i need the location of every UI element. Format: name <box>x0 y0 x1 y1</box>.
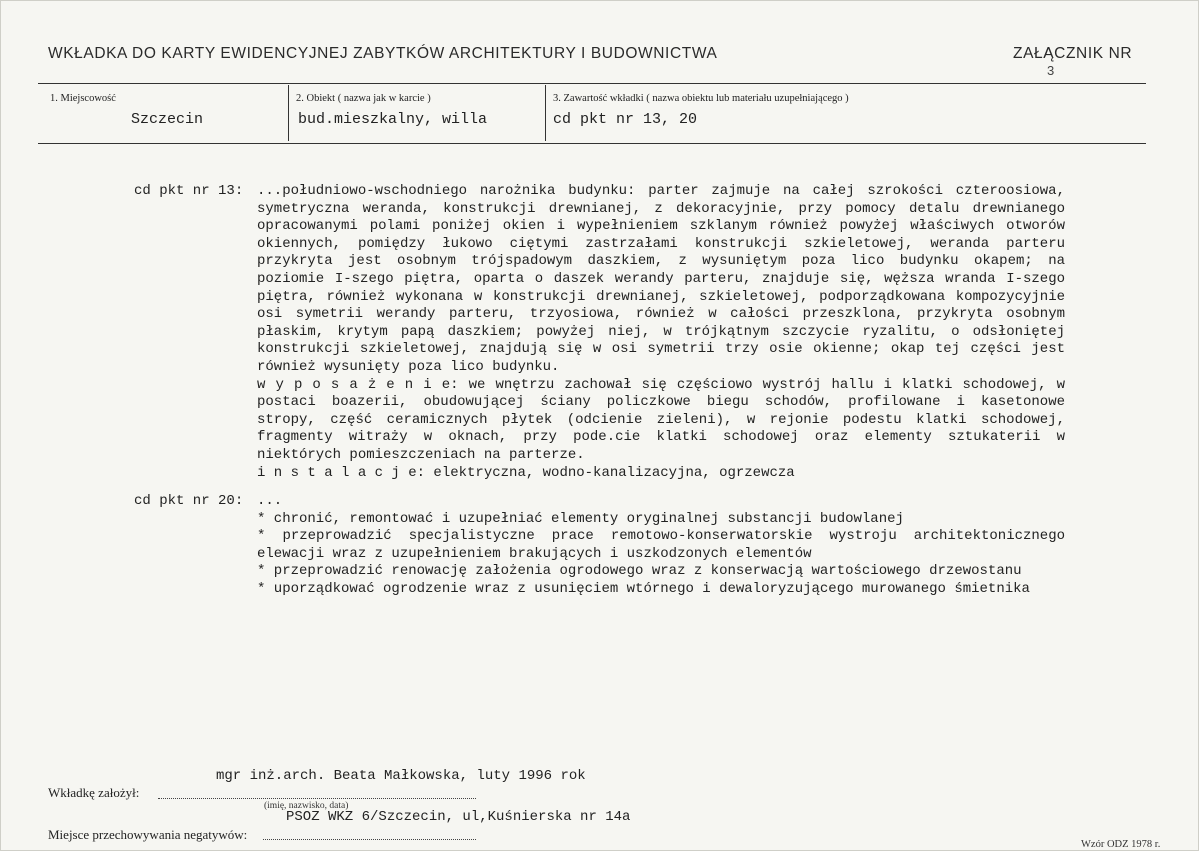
equipment-line: postaci boazerii, obudowującej ściany policzkowe biegu schodów, profilowane i kasetonowe <box>257 394 1065 411</box>
storage-value: PSOZ WKZ 6/Szczecin, ul,Kuśnierska nr 14a <box>286 809 631 825</box>
recommendation-continuation: elewacji wraz z uzupełnieniem brakujących i uszkodzonych elementów <box>257 545 812 562</box>
place-label: 1. Miejscowość <box>50 93 116 104</box>
place-value: Szczecin <box>131 111 204 128</box>
document-title: WKŁADKA DO KARTY EWIDENCYJNEJ ZABYTKÓW ARCHITEKTURY I BUDOWNICTWA <box>48 45 718 62</box>
author-note: (imię, nazwisko, data) <box>264 801 349 811</box>
section-13-line: płaskim, krytym papą daszkiem; powyżej niej, w trójkątnym szczycie ryzalitu, o odsłoniętej <box>257 323 1065 340</box>
section-13-label: cd pkt nr 13: <box>134 183 244 199</box>
section-13-line: opracowanymi polami poniżej okien i wypełnieniem szklanym również powyżej właściwych otworów <box>257 218 1065 235</box>
recommendation-item: * przeprowadzić specjalistyczne prace remotowo-konserwatorskie wystroju architektonicznego <box>257 528 1065 545</box>
equipment-line: fragmenty witraży w oknach, przy pode.cie klatki schodowej oraz elementy sztukaterii w <box>257 429 1065 446</box>
object-value: bud.mieszkalny, willa <box>298 111 488 128</box>
annex-number: 3 <box>1047 63 1055 78</box>
recommendation-item: * przeprowadzić renowację założenia ogrodowego wraz z konserwacją wartościowego drzewostanu <box>257 563 1022 580</box>
equipment-line: stropy, część ceramicznych płytek (odcienie zieleni), w rejonie podestu klatki schodowej, <box>257 411 1065 428</box>
equipment-line: w y p o s a ż e n i e: we wnętrzu zachował się częściowo wystrój hallu i klatki schodowej, w <box>257 376 1065 393</box>
section-20-intro: ... <box>257 493 283 509</box>
recommendation-item: * uporządkować ogrodzenie wraz z usunięciem wtórnego i dewaloryzującego murowanego śmietnika <box>257 580 1030 597</box>
header-rule-top <box>38 83 1146 84</box>
storage-dotted-line <box>263 839 476 840</box>
section-20-body <box>257 493 1065 599</box>
section-13-line: poziomie I-szego piętra, oparta o daszek werandy parteru, znajduje się, węższa wranda I-szego <box>257 270 1065 287</box>
section-13-line: osi symetrii werandy parteru, trzyosiowa, również w całości przeszklona, przykryta osobnym <box>257 306 1065 323</box>
annex-label: ZAŁĄCZNIK NR <box>1013 45 1133 62</box>
section-13-line: symetryczna weranda, konstrukcji drewnianej, z dekoracyjnie, przy pomocy detalu drewnianego <box>257 200 1065 217</box>
section-13-line: okiennych, pomiędzy łukowo ciętymi zastrzałami konstrukcji szkieletowej, weranda parteru <box>257 235 1065 252</box>
storage-label: Miejsce przechowywania negatywów: <box>48 827 248 842</box>
section-13-body <box>257 183 1065 482</box>
field-divider-2 <box>545 85 546 141</box>
content-value: cd pkt nr 13, 20 <box>553 111 698 128</box>
author-value: mgr inż.arch. Beata Małkowska, luty 1996 rok <box>216 768 586 784</box>
installation-line: i n s t a l a c j e: elektryczna, wodno-kanalizacyjna, ogrzewcza <box>257 464 795 481</box>
section-13-line: konstrukcji szkieletowej, znajdują się w osi symetrii trzy osie okienne; okap tej części jest <box>257 341 1065 358</box>
section-13-line: również wysunięty poza lico budynku. <box>257 358 560 375</box>
equipment-line: niektórych pomieszczeniach na parterze. <box>257 446 585 463</box>
section-13-line: przykryta jest osobnym trójspadowym daszkiem, z wysuniętym poza lico budynku okapem; na <box>257 253 1065 270</box>
author-dotted-line <box>158 798 476 799</box>
field-divider-1 <box>288 85 289 141</box>
header-rule-bottom <box>38 143 1146 144</box>
section-13-line: piętra, również wykonana w konstrukcji drewnianej, szkieletowej, podporządkowana kompozycyjnie <box>257 288 1065 305</box>
recommendation-item: * chronić, remontować i uzupełniać elementy oryginalnej substancji budowlanej <box>257 510 904 527</box>
content-label: 3. Zawartość wkładki ( nazwa obiektu lub materiału uzupełniającego ) <box>553 93 849 104</box>
form-code: Wzór ODZ 1978 r. <box>1081 839 1161 850</box>
section-20-label: cd pkt nr 20: <box>134 493 244 509</box>
section-13-line: ...południowo-wschodniego narożnika budynku: parter zajmuje na całej szrokości czteroosiowa, <box>257 183 1065 199</box>
object-label: 2. Obiekt ( nazwa jak w karcie ) <box>296 93 431 104</box>
author-label: Wkładkę założył: <box>48 785 140 800</box>
